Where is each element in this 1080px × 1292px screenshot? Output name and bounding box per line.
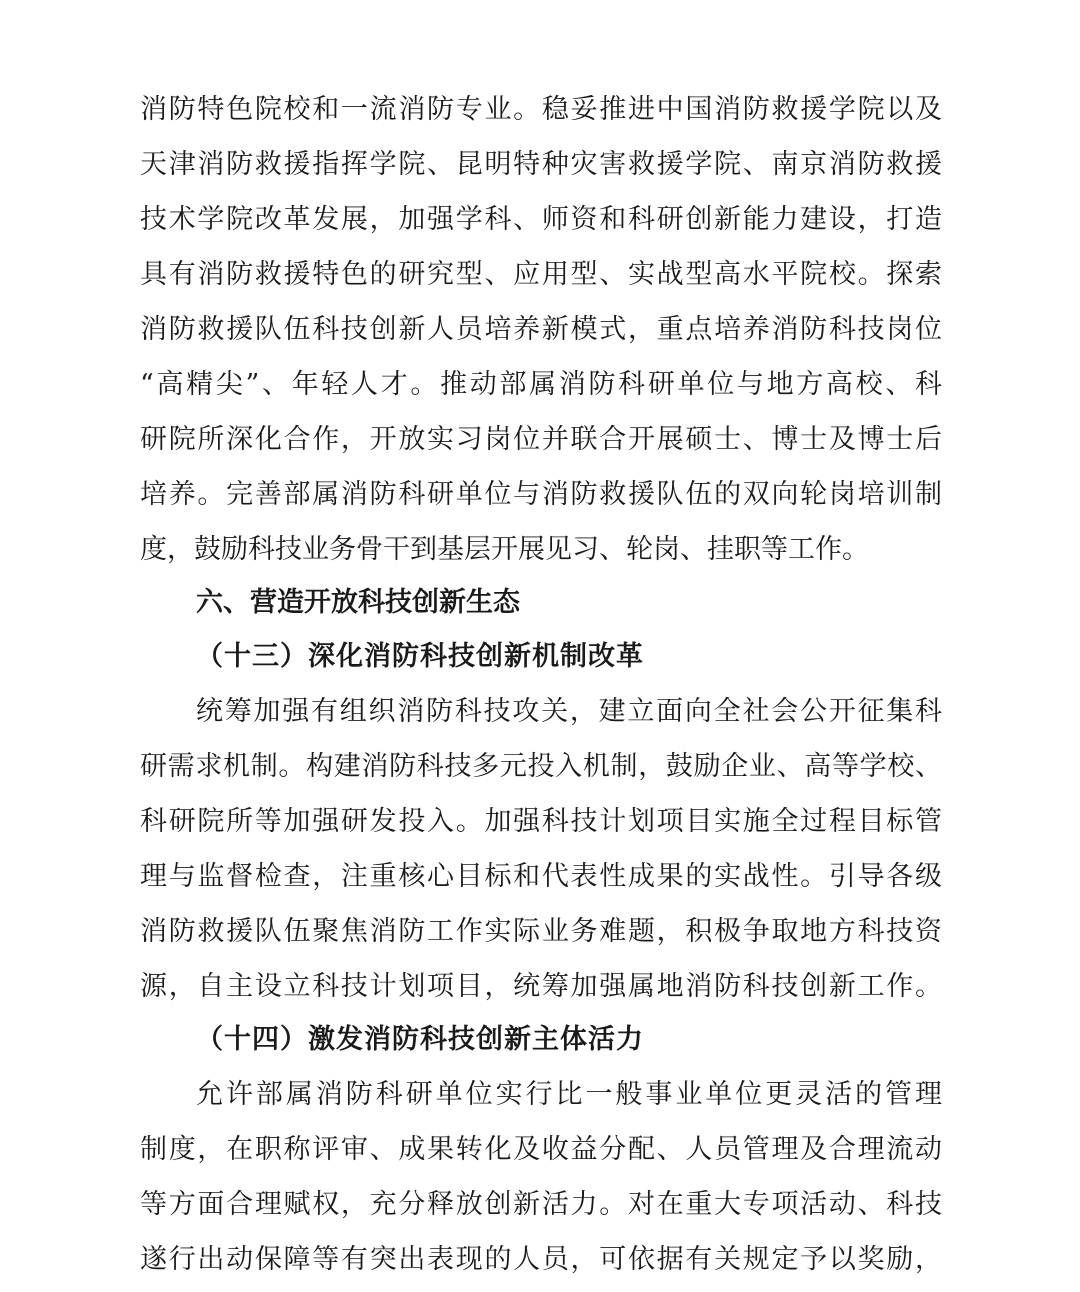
paragraph-line: 研需求机制。构建消防科技多元投入机制，鼓励企业、高等学校、 — [140, 751, 942, 782]
paragraph-line: 理与监督检查，注重核心目标和代表性成果的实战性。引导各级 — [140, 861, 942, 892]
paragraph-line: 研院所深化合作，开放实习岗位并联合开展硕士、博士及博士后 — [140, 424, 942, 455]
paragraph-line: 消防救援队伍聚焦消防工作实际业务难题，积极争取地方科技资 — [140, 916, 942, 947]
section-heading: 六、营造开放科技创新生态 — [196, 587, 520, 618]
paragraph-line: 消防特色院校和一流消防专业。稳妥推进中国消防救援学院以及 — [140, 94, 942, 125]
subsection-heading: （十四）激发消防科技创新主体活力 — [196, 1024, 644, 1055]
paragraph-line: 度，鼓励科技业务骨干到基层开展见习、轮岗、挂职等工作。 — [140, 534, 869, 565]
paragraph-line: 天津消防救援指挥学院、昆明特种灾害救援学院、南京消防救援 — [140, 149, 942, 180]
paragraph-line: 源，自主设立科技计划项目，统筹加强属地消防科技创新工作。 — [140, 971, 942, 1002]
paragraph-line: 统筹加强有组织消防科技攻关，建立面向全社会公开征集科 — [196, 696, 942, 727]
paragraph-line: 等方面合理赋权，充分释放创新活力。对在重大专项活动、科技 — [140, 1189, 942, 1220]
paragraph-line: 培养。完善部属消防科研单位与消防救援队伍的双向轮岗培训制 — [140, 479, 942, 510]
paragraph-line: 科研院所等加强研发投入。加强科技计划项目实施全过程目标管 — [140, 806, 942, 837]
paragraph-line: 技术学院改革发展，加强学科、师资和科研创新能力建设，打造 — [140, 204, 942, 235]
paragraph-line: 允许部属消防科研单位实行比一般事业单位更灵活的管理 — [196, 1079, 942, 1110]
paragraph-line: 遂行出动保障等有突出表现的人员，可依据有关规定予以奖励， — [140, 1244, 942, 1275]
paragraph-line: 消防救援队伍科技创新人员培养新模式，重点培养消防科技岗位 — [140, 314, 942, 345]
paragraph-line: 具有消防救援特色的研究型、应用型、实战型高水平院校。探索 — [140, 259, 942, 290]
paragraph-line: 制度，在职称评审、成果转化及收益分配、人员管理及合理流动 — [140, 1134, 942, 1165]
subsection-heading: （十三）深化消防科技创新机制改革 — [196, 641, 644, 672]
paragraph-line: “高精尖”、年轻人才。推动部属消防科研单位与地方高校、科 — [140, 369, 942, 400]
